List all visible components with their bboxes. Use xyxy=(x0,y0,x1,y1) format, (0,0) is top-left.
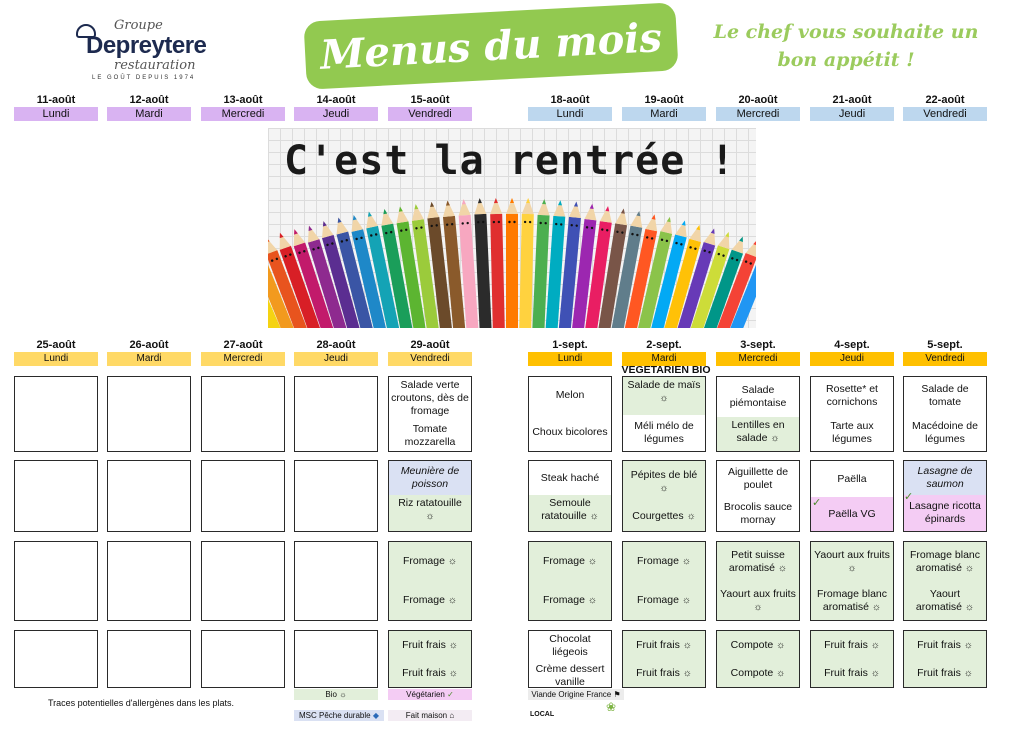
dish-label: Fromage xyxy=(636,594,679,606)
bio-icon: ☼ xyxy=(448,639,458,651)
day-date: 2-sept. xyxy=(646,339,682,351)
menu-cell-fri29-dessert xyxy=(388,630,472,688)
bio-icon: ☼ xyxy=(448,667,458,679)
allergens-note: Traces potentielles d'allergènes dans les plats. xyxy=(48,698,234,708)
dish-fish xyxy=(904,461,986,495)
day-name: Mardi xyxy=(107,107,191,121)
dish: Salade verte croutons, dès de fromage xyxy=(391,379,469,418)
day-header-8 xyxy=(810,93,894,121)
dish-label: Fruit frais xyxy=(402,666,446,679)
bio-icon: ☼ xyxy=(753,601,763,613)
dish: Choux bicolores xyxy=(532,426,608,438)
pot-icon: ⌂ xyxy=(449,711,455,720)
day-name: Lundi xyxy=(528,107,612,121)
day-date: 15-août xyxy=(410,94,450,106)
bio-icon: ☼ xyxy=(776,639,786,651)
menu-cell-mon1-starter xyxy=(528,376,612,452)
legend-label: MSC Pêche durable xyxy=(299,711,371,720)
logo-script-bottom: restauration xyxy=(114,58,196,73)
dish xyxy=(623,377,705,415)
day-date: 19-août xyxy=(644,94,684,106)
day-date: 18-août xyxy=(550,94,590,106)
day-header-6 xyxy=(622,93,706,121)
dish xyxy=(623,508,705,525)
empty-menu-cell xyxy=(294,376,378,452)
day-name: Mercredi xyxy=(201,107,285,121)
day-name: Vendredi xyxy=(388,352,472,366)
dish-label: Salade piémontaise xyxy=(729,384,787,409)
day-date: 12-août xyxy=(129,94,169,106)
day-header-7 xyxy=(716,93,800,121)
back-to-school-image xyxy=(268,128,756,328)
dish-label: Yaourt aromatisé xyxy=(915,587,962,613)
bio-icon: ☼ xyxy=(587,595,598,606)
bio-icon: ☼ xyxy=(871,601,882,613)
day-name: Vendredi xyxy=(388,107,472,121)
empty-menu-cell xyxy=(107,541,191,621)
dish: Rosette* et cornichons xyxy=(826,382,878,408)
day-header-3 xyxy=(294,338,378,366)
menu-cell-wed3-main xyxy=(716,460,800,532)
day-header-8 xyxy=(810,338,894,366)
dish xyxy=(717,547,799,577)
empty-menu-cell xyxy=(14,630,98,688)
bio-icon: ☼ xyxy=(682,639,692,651)
dish xyxy=(389,592,471,609)
dish xyxy=(529,461,611,495)
day-header-5 xyxy=(528,338,612,366)
dish xyxy=(623,415,705,451)
day-date: 22-août xyxy=(925,94,965,106)
dish-label: Lentilles en salade xyxy=(731,419,785,444)
pencil xyxy=(506,198,518,328)
dish xyxy=(811,586,893,616)
dish-label: Salade de maïs xyxy=(627,379,701,391)
dish xyxy=(717,586,799,616)
dish: Tarte aux légumes xyxy=(830,419,874,445)
day-date: 29-août xyxy=(410,339,450,351)
dish xyxy=(811,637,893,654)
menu-cell-wed3-dessert xyxy=(716,630,800,688)
dish-label: Riz ratatouille xyxy=(398,497,462,509)
fish-icon: ◆ xyxy=(372,711,379,720)
vegetarian-check-icon: ✓ xyxy=(904,491,914,503)
empty-menu-cell xyxy=(201,630,285,688)
day-date: 3-sept. xyxy=(740,339,776,351)
dish xyxy=(623,592,705,609)
dish-label: Petit suisse aromatisé xyxy=(728,548,785,574)
bio-icon: ☼ xyxy=(870,639,880,651)
logo-tagline: LE GOÛT DEPUIS 1974 xyxy=(92,75,196,81)
day-name: Vendredi xyxy=(903,352,987,366)
menu-cell-fri5-cheese xyxy=(903,541,987,621)
empty-menu-cell xyxy=(107,460,191,532)
menu-cell-fri29-main xyxy=(388,460,472,532)
menu-cell-thu4-main xyxy=(810,460,894,532)
day-header-9 xyxy=(903,338,987,366)
logo-script-top: Groupe xyxy=(114,18,163,33)
day-name: Mardi xyxy=(107,352,191,366)
pencil xyxy=(490,198,505,328)
dish-label: Paëlla VG xyxy=(828,507,876,520)
day-header-4 xyxy=(388,93,472,121)
day-header-7 xyxy=(716,338,800,366)
dish-label: Fromage xyxy=(402,594,445,606)
dish-label: Steak haché xyxy=(540,471,600,484)
dish xyxy=(389,553,471,570)
menu-cell-fri5-dessert xyxy=(903,630,987,688)
day-name: Jeudi xyxy=(294,352,378,366)
bio-icon: ☼ xyxy=(681,595,692,606)
dish xyxy=(717,637,799,654)
dish xyxy=(717,417,799,451)
legend-bio xyxy=(294,689,378,700)
menu-cell-tue2-dessert xyxy=(622,630,706,688)
legend-label: Viande Origine France xyxy=(531,690,612,699)
hero-text: C'est la rentrée ! xyxy=(284,138,736,184)
day-name: Jeudi xyxy=(810,107,894,121)
dish-label: Meunière de poisson xyxy=(400,465,460,490)
day-header-0 xyxy=(14,93,98,121)
dish xyxy=(389,665,471,682)
menu-cell-tue2-main xyxy=(622,460,706,532)
bio-icon: ☼ xyxy=(659,393,669,404)
menu-cell-fri5-starter xyxy=(903,376,987,452)
day-header-1 xyxy=(107,338,191,366)
menu-cell-wed3-starter xyxy=(716,376,800,452)
dish-fish xyxy=(389,461,471,495)
day-date: 25-août xyxy=(36,339,76,351)
day-header-5 xyxy=(528,93,612,121)
menu-cell-thu4-starter xyxy=(810,376,894,452)
bio-icon: ☼ xyxy=(682,667,692,679)
dish-vegetarian xyxy=(904,495,986,531)
bio-icon: ☼ xyxy=(777,562,788,574)
dish-label: Fromage xyxy=(542,555,585,567)
empty-menu-cell xyxy=(14,541,98,621)
day-date: 1-sept. xyxy=(552,339,588,351)
empty-menu-cell xyxy=(294,460,378,532)
chef-slogan: Le chef vous souhaite un bon appétit ! xyxy=(713,21,979,71)
day-header-2 xyxy=(201,93,285,121)
company-logo xyxy=(74,18,224,86)
empty-menu-cell xyxy=(14,376,98,452)
bio-icon: ☼ xyxy=(587,556,598,567)
dish: Melon xyxy=(555,389,585,401)
bio-icon: ☼ xyxy=(425,511,435,522)
dish-label: Fromage xyxy=(402,555,445,567)
bio-icon: ☼ xyxy=(870,667,880,679)
bio-icon: ☼ xyxy=(776,667,786,679)
bio-icon: ☼ xyxy=(963,639,973,651)
day-date: 11-août xyxy=(36,94,76,106)
page-title: Menus du mois xyxy=(318,13,664,79)
menu-cell-tue2-cheese xyxy=(622,541,706,621)
dish xyxy=(623,553,705,570)
bio-icon: ☼ xyxy=(447,556,458,567)
menu-cell-mon1-cheese xyxy=(528,541,612,621)
dish-label: Fruit frais xyxy=(824,666,868,679)
day-header-1 xyxy=(107,93,191,121)
france-flag-icon: ⚑ xyxy=(613,690,621,699)
menu-cell-fri29-cheese xyxy=(388,541,472,621)
menu-cell-fri29-starter xyxy=(388,376,472,452)
menu-cell-thu4-dessert xyxy=(810,630,894,688)
empty-menu-cell xyxy=(107,376,191,452)
dish xyxy=(529,592,611,609)
dish-vegetarian xyxy=(811,497,893,531)
empty-menu-cell xyxy=(294,630,378,688)
dish: Chocolat liégeois xyxy=(549,633,591,658)
dish-label: Yaourt aux fruits xyxy=(814,548,890,561)
day-name: Jeudi xyxy=(294,107,378,121)
dish-label: Pépites de blé xyxy=(630,468,698,481)
day-header-4 xyxy=(388,338,472,366)
day-date: 20-août xyxy=(738,94,778,106)
bio-icon: ☼ xyxy=(686,511,696,523)
dish xyxy=(529,553,611,570)
day-header-2 xyxy=(201,338,285,366)
vegetarian-check-icon: ✓ xyxy=(812,497,822,509)
dish xyxy=(717,665,799,682)
empty-menu-cell xyxy=(14,460,98,532)
menu-cell-fri5-main xyxy=(903,460,987,532)
dish-label: Fruit frais xyxy=(917,666,961,679)
menu-cell-mon1-dessert xyxy=(528,630,612,688)
dish-label: Fromage xyxy=(636,555,679,567)
empty-menu-cell xyxy=(201,376,285,452)
legend-homemade xyxy=(388,710,472,721)
day-name: Mardi xyxy=(622,352,706,366)
day-header-3 xyxy=(294,93,378,121)
dish-label: Paëlla xyxy=(837,472,867,485)
legend-label: Fait maison xyxy=(405,711,448,720)
day-date: 5-sept. xyxy=(927,339,963,351)
bio-icon: ☼ xyxy=(659,482,669,494)
dish xyxy=(623,665,705,682)
bio-icon: ☼ xyxy=(964,601,975,613)
empty-menu-cell xyxy=(201,541,285,621)
dish-label: Fromage blanc aromatisé xyxy=(909,548,981,574)
day-name: Mercredi xyxy=(716,107,800,121)
dish-label: Yaourt aux fruits xyxy=(720,587,796,600)
day-header-6 xyxy=(622,338,706,366)
dish-label: Lasagne de saumon xyxy=(917,465,973,490)
dish-label: Fromage xyxy=(542,594,585,606)
day-name: Mercredi xyxy=(201,352,285,366)
bio-icon: ☼ xyxy=(770,433,780,444)
day-date: 28-août xyxy=(316,339,356,351)
day-date: 26-août xyxy=(129,339,169,351)
dish-label: Fruit frais xyxy=(917,638,961,651)
menu-cell-tue2-starter xyxy=(622,376,706,452)
bio-icon: ☼ xyxy=(589,511,599,522)
menu-cell-wed3-cheese xyxy=(716,541,800,621)
logo-main-text: Depreytere xyxy=(86,32,207,59)
legend-label: Végétarien xyxy=(406,690,445,699)
day-date: 27-août xyxy=(223,339,263,351)
dish: Brocolis sauce mornay xyxy=(723,500,793,526)
pencil xyxy=(519,198,534,328)
menu-cell-thu4-cheese xyxy=(810,541,894,621)
dish: Salade de tomate xyxy=(921,382,969,408)
day-date: 4-sept. xyxy=(834,339,870,351)
day-date: 21-août xyxy=(832,94,872,106)
empty-menu-cell xyxy=(294,541,378,621)
legend-label: Bio xyxy=(325,690,337,699)
dish xyxy=(389,495,471,531)
dish-label: Méli mélo de légumes xyxy=(634,420,694,445)
legend-local: LOCAL xyxy=(530,711,555,718)
day-name: Lundi xyxy=(14,107,98,121)
dish-label: Semoule ratatouille xyxy=(541,497,591,522)
dish-label: Lasagne ricotta épinards xyxy=(909,500,981,525)
dish xyxy=(904,547,986,577)
day-date: 13-août xyxy=(223,94,263,106)
dish-label: Compote xyxy=(730,666,774,679)
dish xyxy=(529,495,611,531)
day-name: Lundi xyxy=(528,352,612,366)
dish: Aiguillette de poulet xyxy=(727,465,789,491)
dish: Crème dessert vanille xyxy=(535,663,605,688)
dish-label: Compote xyxy=(730,638,774,651)
bio-icon: ☼ xyxy=(964,562,975,574)
dish xyxy=(811,547,893,577)
dish xyxy=(904,586,986,616)
day-date: 14-août xyxy=(316,94,356,106)
dish xyxy=(389,637,471,654)
day-name: Mercredi xyxy=(716,352,800,366)
bio-icon: ☼ xyxy=(963,667,973,679)
day-name: Vendredi xyxy=(903,107,987,121)
legend-msc xyxy=(294,710,384,721)
dish: Tomate mozzarella xyxy=(404,422,456,448)
dish xyxy=(811,461,893,497)
dish xyxy=(717,377,799,417)
dish xyxy=(904,665,986,682)
dish-label: Courgettes xyxy=(632,510,684,523)
empty-menu-cell xyxy=(201,460,285,532)
dish xyxy=(623,637,705,654)
colored-pencils-illustration xyxy=(268,178,756,328)
empty-menu-cell xyxy=(107,630,191,688)
dish xyxy=(811,665,893,682)
dish: Macédoine de légumes xyxy=(912,419,978,445)
day-name: Mardi xyxy=(622,107,706,121)
vegetarien-bio-label: VEGETARIEN BIO xyxy=(621,364,711,376)
dish-label: Fruit frais xyxy=(824,638,868,651)
dish xyxy=(623,467,705,497)
bio-icon: ☼ xyxy=(681,556,692,567)
menu-cell-mon1-main xyxy=(528,460,612,532)
bio-icon: ☼ xyxy=(447,595,458,606)
dish-label: Fruit frais xyxy=(636,638,680,651)
dish xyxy=(904,637,986,654)
title-banner xyxy=(303,2,678,89)
dish-label: Fruit frais xyxy=(636,666,680,679)
dish-label: Fromage blanc aromatisé xyxy=(816,587,888,613)
legend-vegetarian xyxy=(388,689,472,700)
day-header-0 xyxy=(14,338,98,366)
bio-icon: ☼ xyxy=(339,690,347,699)
local-icon: ❀ xyxy=(606,700,617,714)
day-name: Jeudi xyxy=(810,352,894,366)
dish-label: Fruit frais xyxy=(402,638,446,651)
day-name: Lundi xyxy=(14,352,98,366)
vegetarian-check-icon: ✓ xyxy=(447,690,454,699)
legend-meat-origin xyxy=(528,689,624,700)
day-header-9 xyxy=(903,93,987,121)
bio-icon: ☼ xyxy=(847,562,857,574)
